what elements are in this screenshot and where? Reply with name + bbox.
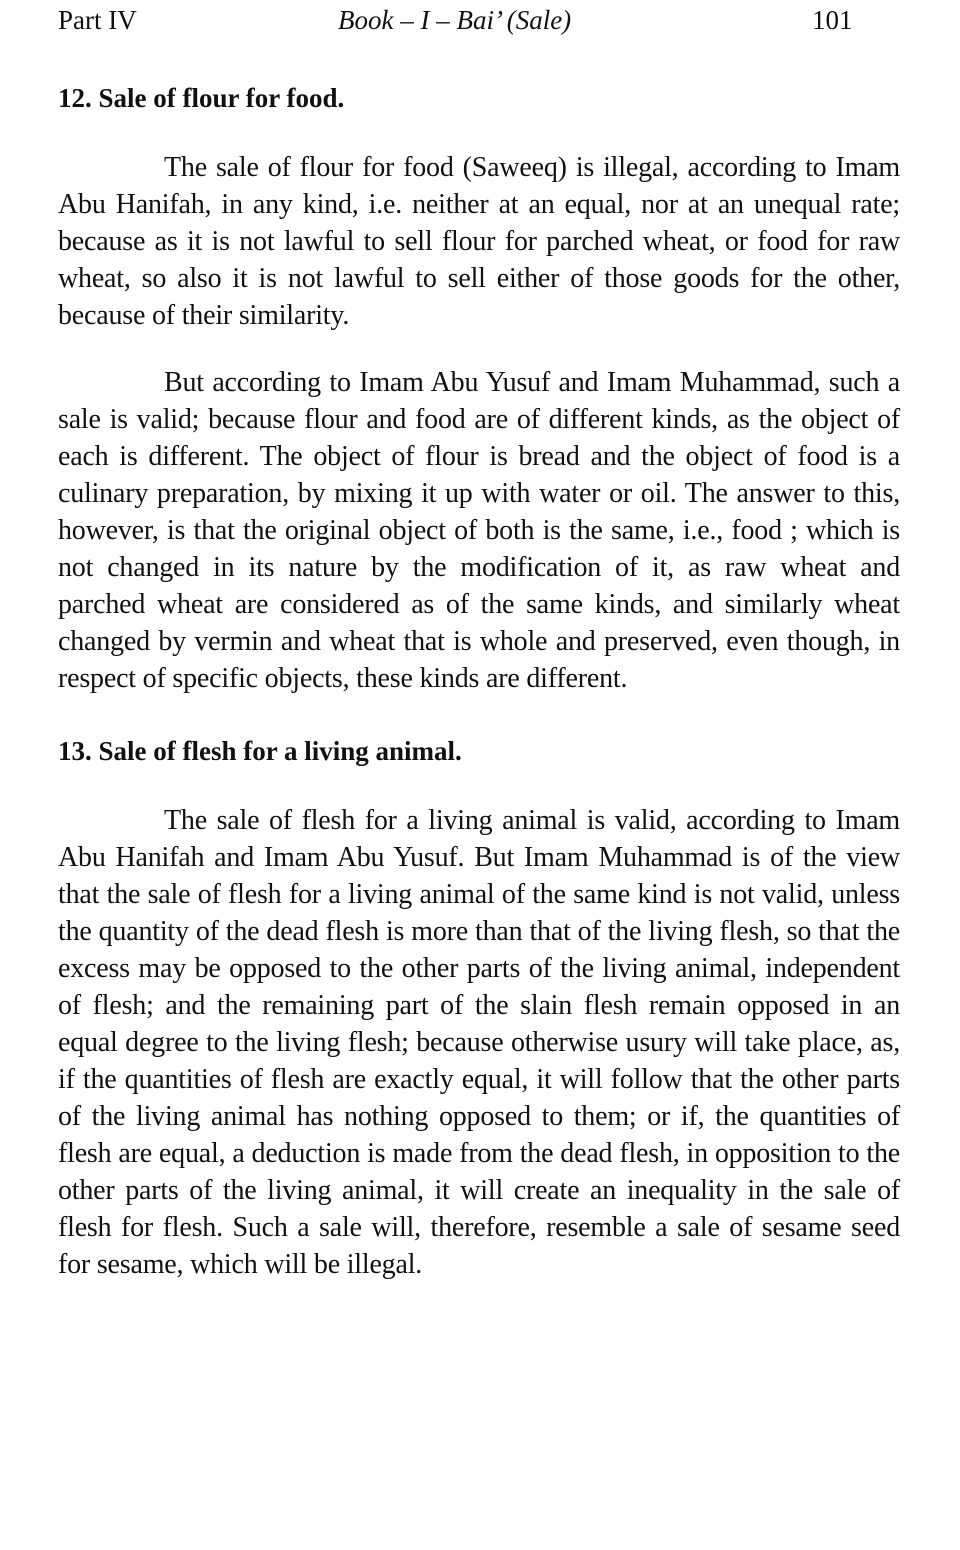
paragraph: The sale of flesh for a living animal is valid, according to Imam Abu Hanifah and Imam Abu Yusuf. But Imam Muhammad is of the view that the sale of flesh for a living animal of the same kind is not valid, unless the quantity of the dead flesh is more than that of the living flesh, so that the excess may be opposed to the other parts of the living animal, independent of flesh; and the remaining part of the slain flesh remain opposed in an equal degree to the living flesh; because otherwise usury will take place, as, if the quantities of flesh are exactly equal, it will follow that the other parts of the living animal has nothing opposed to them; or if, the quantities of flesh are equal, a deduction is made from the dead flesh, in opposition to the other parts of the living animal, it will create an inequality in the sale of flesh for flesh. Such a sale will, therefore, resemble a sale of sesame seed for sesame, which will be illegal.: [58, 805, 900, 1280]
section-12: [58, 78, 900, 697]
section-13: [58, 731, 900, 1283]
section-heading: 13. Sale of flesh for a living animal.: [58, 736, 462, 766]
part-label: Part IV: [58, 5, 137, 35]
book-title: Book – I – Bai’ (Sale): [338, 5, 572, 35]
paragraph: But according to Imam Abu Yusuf and Imam Muhammad, such a sale is valid; because flour and food are of different kinds, as the object of each is different. The object of flour is bread and the object of food is a culinary preparation, by mixing it up with water or oil. The answer to this, however, is that the original object of both is the same, i.e., food ; which is not changed in its nature by the modification of it, as raw wheat and parched wheat are considered as of the same kinds, and similarly wheat changed by vermin and wheat that is whole and preserved, even though, in respect of specific objects, these kinds are different.: [58, 367, 900, 694]
section-heading: 12. Sale of flour for food.: [58, 83, 345, 113]
running-header: [58, 0, 900, 44]
paragraph: The sale of flour for food (Saweeq) is illegal, according to Imam Abu Hanifah, in any kind, i.e. neither at an equal, nor at an unequal rate; because as it is not lawful to sell flour for parched wheat, or food for raw wheat, so also it is not lawful to sell either of those goods for the other, because of their similarity.: [58, 152, 900, 331]
book-page: [58, 0, 900, 1283]
page-number: 101: [812, 5, 853, 35]
